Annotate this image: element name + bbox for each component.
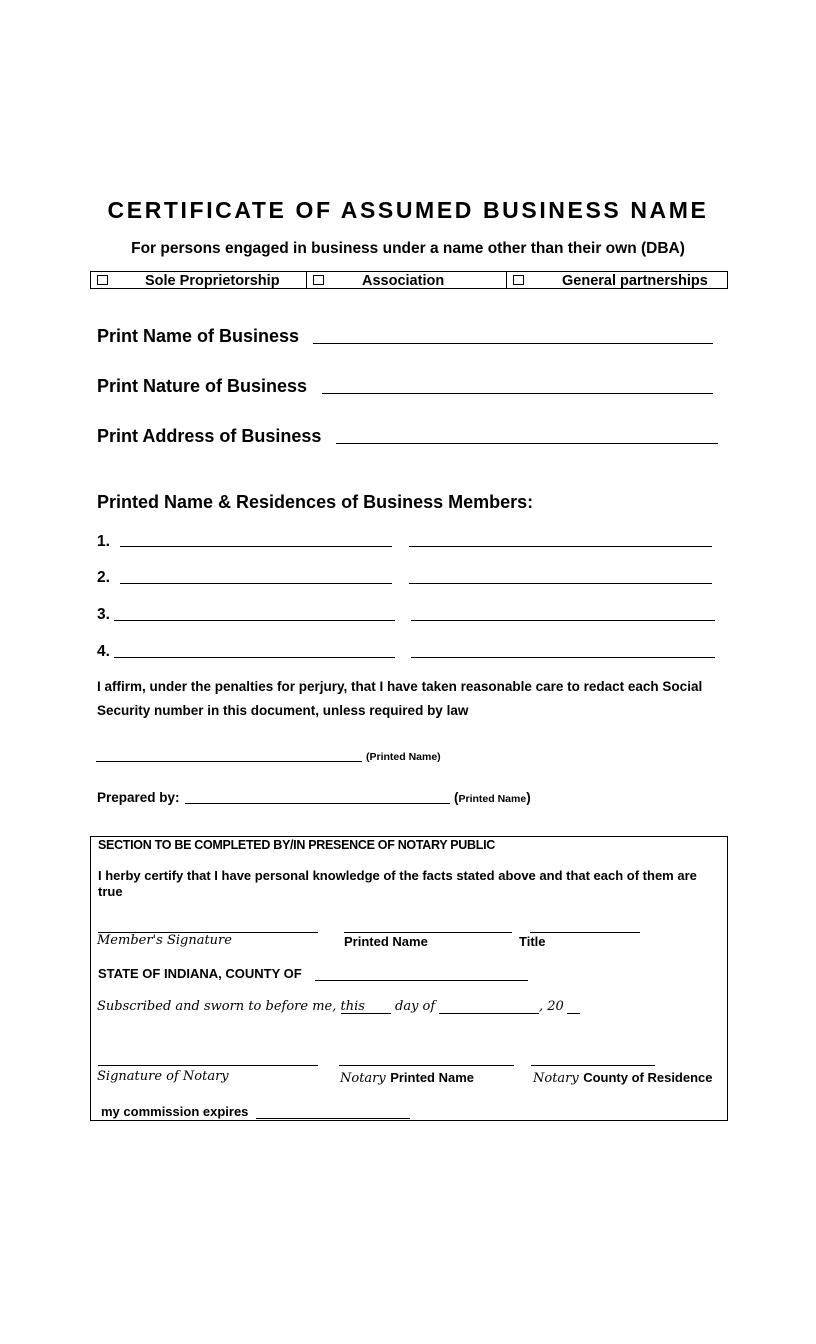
printed-name-label: Printed Name [344,934,428,949]
commission-expires-label: my commission expires [101,1104,249,1119]
prepared-by-input[interactable] [185,803,450,804]
commission-expires-input[interactable] [256,1118,410,1119]
sworn-text-2: day of [395,999,436,1014]
title-label: Title [519,934,546,949]
notary-printed-name-line[interactable] [339,1065,514,1066]
paren-close: ) [526,790,531,805]
prepared-by-note-text: Printed Name [458,793,527,805]
notary-word: Notary [533,1071,579,1086]
business-type-label: Association [362,273,445,289]
notary-printed-name-label [340,1069,474,1087]
day-input[interactable] [341,1013,391,1014]
printed-name-suffix: Printed Name [390,1070,475,1085]
county-input[interactable] [315,980,528,981]
member-number: 4. [97,643,110,660]
member-1-residence-input[interactable] [409,546,712,547]
printed-name-input[interactable] [96,761,362,762]
business-type-general-partnerships[interactable] [507,272,727,288]
member-number: 1. [97,533,110,550]
affirmation-text: I affirm, under the penalties for perjury, that I have taken reasonable care to redact each Social Security number in this document, unless required by law [97,679,703,718]
business-type-association[interactable] [307,272,507,288]
notary-word: Notary [340,1071,386,1086]
document-subtitle: For persons engaged in business under a name other than their own (DBA) [131,240,685,257]
notary-signature-line[interactable] [98,1065,318,1066]
business-type-sole-proprietorship[interactable] [91,272,307,288]
county-suffix: County of Residence [583,1070,713,1085]
notary-certify-text: I herby certify that I have personal knowledge of the facts stated above and that each of them are true [98,868,697,899]
notary-signature-label: Signature of Notary [97,1069,229,1084]
member-signature-label: Member's Signature [97,933,232,948]
year-input[interactable] [567,1013,580,1014]
address-of-business-label: Print Address of Business [97,426,322,446]
name-of-business-input[interactable] [313,343,713,344]
nature-of-business-input[interactable] [322,393,713,394]
document-title: CERTIFICATE OF ASSUMED BUSINESS NAME [107,197,709,223]
prepared-by-note [454,790,531,805]
member-2-residence-input[interactable] [409,583,712,584]
nature-of-business-label: Print Nature of Business [97,376,308,396]
business-type-label: General partnerships [562,273,708,289]
business-type-label: Sole Proprietorship [145,273,280,289]
member-2-name-input[interactable] [120,583,392,584]
notary-county-line[interactable] [531,1065,655,1066]
checkbox-general-partnerships[interactable] [513,275,524,285]
state-county-label: STATE OF INDIANA, COUNTY OF [98,966,302,981]
members-heading: Printed Name & Residences of Business Members: [97,492,534,512]
paren-open: ( [454,790,459,805]
checkbox-sole-proprietorship[interactable] [97,275,108,285]
prepared-by-label: Prepared by: [97,790,180,805]
checkbox-association[interactable] [313,275,324,285]
notary-county-label [533,1069,713,1087]
member-4-residence-input[interactable] [411,657,715,658]
member-3-residence-input[interactable] [411,620,715,621]
month-input[interactable] [439,1013,539,1014]
member-3-name-input[interactable] [114,620,395,621]
notary-section [90,836,728,1121]
member-4-name-input[interactable] [114,657,395,658]
member-number: 3. [97,606,110,623]
business-type-table [90,271,728,289]
member-number: 2. [97,569,110,586]
printed-name-line[interactable] [344,932,512,933]
title-line[interactable] [530,932,640,933]
member-1-name-input[interactable] [120,546,392,547]
notary-heading: SECTION TO BE COMPLETED BY/IN PRESENCE OF NOTARY PUBLIC [98,838,495,852]
sworn-text-3: , 20 [539,999,564,1014]
address-of-business-input[interactable] [336,443,718,444]
printed-name-note: (Printed Name) [366,751,441,763]
name-of-business-label: Print Name of Business [97,326,300,346]
sworn-text-1: Subscribed and sworn to before me, this [97,999,365,1014]
